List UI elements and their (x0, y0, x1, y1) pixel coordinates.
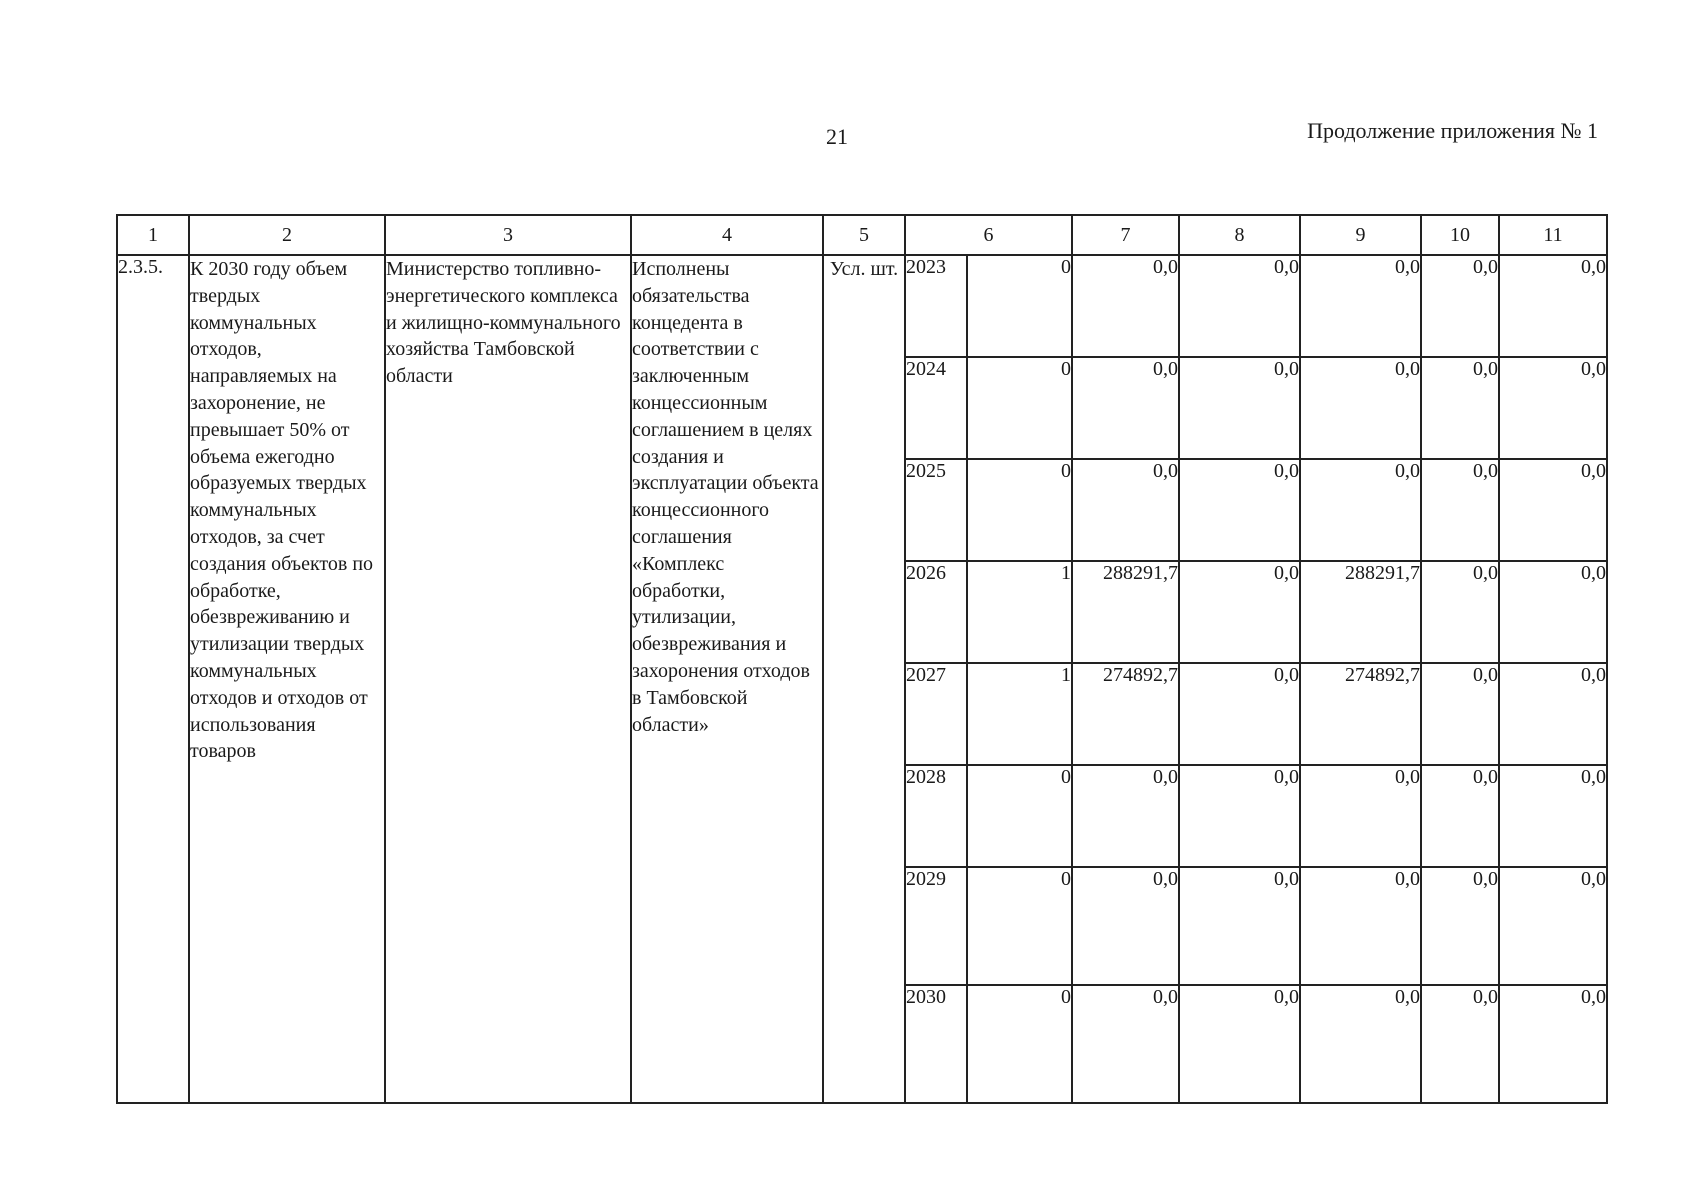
col8-cell: 0,0 (1179, 255, 1300, 357)
col9-cell: 288291,7 (1300, 561, 1421, 663)
col10-cell: 0,0 (1421, 663, 1499, 765)
entry-responsible: Министерство топливно-энергетического комплекса и жилищно-коммунального хозяйства Тамбовской области (385, 255, 631, 1103)
header-row (117, 215, 1607, 255)
header-col-1: 1 (117, 215, 189, 255)
entry-result: Исполнены обязательства концедента в соответствии с заключенным концессионным соглашением в целях создания и эксплуатации объекта концессионного соглашения «Комплекс обработки, утилизации, обезвреживания и захоронения отходов в Тамбовской области» (631, 255, 823, 1103)
year-cell: 2027 (905, 663, 967, 765)
col8-cell: 0,0 (1179, 561, 1300, 663)
col8-cell: 0,0 (1179, 663, 1300, 765)
col10-cell: 0,0 (1421, 255, 1499, 357)
quantity-cell: 0 (967, 357, 1072, 459)
col7-cell: 0,0 (1072, 867, 1179, 985)
col7-cell: 274892,7 (1072, 663, 1179, 765)
col10-cell: 0,0 (1421, 867, 1499, 985)
col11-cell: 0,0 (1499, 867, 1607, 985)
quantity-cell: 1 (967, 663, 1072, 765)
quantity-cell: 0 (967, 459, 1072, 561)
col9-cell: 0,0 (1300, 765, 1421, 867)
appendix-note: Продолжение приложения № 1 (1307, 118, 1598, 143)
col11-cell: 0,0 (1499, 255, 1607, 357)
header-col-4: 4 (631, 215, 823, 255)
entry-code: 2.3.5. (117, 255, 189, 1103)
col9-cell: 0,0 (1300, 985, 1421, 1103)
col9-cell: 0,0 (1300, 459, 1421, 561)
col7-cell: 0,0 (1072, 255, 1179, 357)
header-col-3: 3 (385, 215, 631, 255)
year-cell: 2025 (905, 459, 967, 561)
col8-cell: 0,0 (1179, 985, 1300, 1103)
col7-cell: 0,0 (1072, 985, 1179, 1103)
quantity-cell: 0 (967, 255, 1072, 357)
col7-cell: 0,0 (1072, 357, 1179, 459)
col7-cell: 0,0 (1072, 765, 1179, 867)
col7-cell: 288291,7 (1072, 561, 1179, 663)
table-row (117, 255, 1607, 357)
col8-cell: 0,0 (1179, 765, 1300, 867)
col11-cell: 0,0 (1499, 985, 1607, 1103)
col10-cell: 0,0 (1421, 561, 1499, 663)
appendix-table (116, 214, 1608, 1104)
quantity-cell: 0 (967, 985, 1072, 1103)
year-cell: 2028 (905, 765, 967, 867)
year-cell: 2023 (905, 255, 967, 357)
col10-cell: 0,0 (1421, 357, 1499, 459)
quantity-cell: 0 (967, 765, 1072, 867)
col9-cell: 0,0 (1300, 255, 1421, 357)
col10-cell: 0,0 (1421, 765, 1499, 867)
col9-cell: 0,0 (1300, 867, 1421, 985)
col11-cell: 0,0 (1499, 459, 1607, 561)
year-cell: 2026 (905, 561, 967, 663)
quantity-cell: 1 (967, 561, 1072, 663)
header-col-2: 2 (189, 215, 385, 255)
year-cell: 2029 (905, 867, 967, 985)
page-number: 21 (826, 124, 848, 149)
header-col-5: 5 (823, 215, 905, 255)
header-col-6: 6 (905, 215, 1072, 255)
quantity-cell: 0 (967, 867, 1072, 985)
col10-cell: 0,0 (1421, 985, 1499, 1103)
col9-cell: 274892,7 (1300, 663, 1421, 765)
col8-cell: 0,0 (1179, 459, 1300, 561)
year-cell: 2030 (905, 985, 967, 1103)
header-col-10: 10 (1421, 215, 1499, 255)
year-cell: 2024 (905, 357, 967, 459)
header-col-11: 11 (1499, 215, 1607, 255)
col10-cell: 0,0 (1421, 459, 1499, 561)
col11-cell: 0,0 (1499, 357, 1607, 459)
header-col-9: 9 (1300, 215, 1421, 255)
header-col-7: 7 (1072, 215, 1179, 255)
entry-unit: Усл. шт. (823, 255, 905, 1103)
col7-cell: 0,0 (1072, 459, 1179, 561)
header-col-8: 8 (1179, 215, 1300, 255)
col8-cell: 0,0 (1179, 867, 1300, 985)
col8-cell: 0,0 (1179, 357, 1300, 459)
col9-cell: 0,0 (1300, 357, 1421, 459)
col11-cell: 0,0 (1499, 765, 1607, 867)
entry-description: К 2030 году объем твердых коммунальных отходов, направляемых на захоронение, не превышает 50% от объема ежегодно образуемых твердых коммунальных отходов, за счет создания объектов по обработке, обезвреживанию и утилизации твердых коммунальных отходов и отходов от использования товаров (189, 255, 385, 1103)
col11-cell: 0,0 (1499, 561, 1607, 663)
col11-cell: 0,0 (1499, 663, 1607, 765)
